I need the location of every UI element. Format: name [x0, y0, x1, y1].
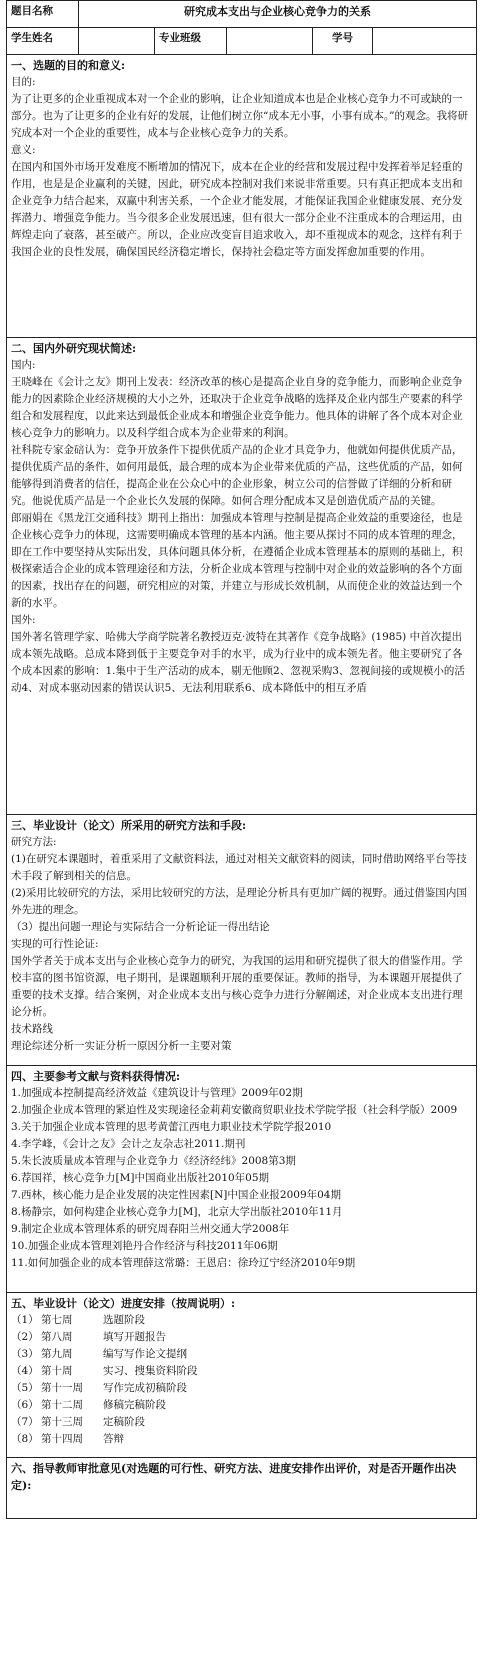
- reference-item: 11.如何加强企业的成本管理薛这常璐：王恩启：徐玲辽宁经济2010年9期: [11, 1257, 356, 1269]
- section-5-title: 五、毕业设计（论文）进度安排（按周说明）:: [11, 1297, 236, 1310]
- reference-item: 4.李学峰，《会计之友》会计之友杂志社2011.期刊: [11, 1138, 246, 1150]
- major-field[interactable]: [227, 28, 313, 55]
- student-label: 学生姓名: [7, 28, 79, 55]
- reference-item: 8.杨静宗，如何构建企业核心竞争力[M]，北京大学出版社2010年11月: [11, 1206, 343, 1218]
- section-6: [7, 1458, 477, 1519]
- topic-value: 研究成本支出与企业核心竞争力的关系: [79, 1, 477, 28]
- proposal-table: [6, 0, 477, 1519]
- schedule-week: 第八周: [41, 1331, 73, 1343]
- id-field[interactable]: [373, 28, 477, 55]
- route-label: 技术路线: [11, 1023, 53, 1035]
- schedule-num: （2）: [11, 1331, 39, 1343]
- schedule-row: [11, 1380, 472, 1397]
- foreign-paragraph: 国外著名管理学家、哈佛大学商学院著名教授迈克·波特在其著作《竞争战略》(1985) 中首次提出成本领先战略。总成本降到低于主要竞争对手的水平，成为行业中的成本领先者。他主要研究了各个成本因素的影响：1.集中于生产活动的成本，剔无他顾2、忽视采购3、忽视间接的或规模小的活动4、对成本驱动因素的错误认识5、无法利用联系6、成本降低中的相互矛盾: [11, 631, 465, 694]
- schedule-task: 答辩: [103, 1433, 124, 1445]
- meaning-text: 在国内和国外市场开发难度不断增加的情况下，成本在企业的经营和发展过程中发挥着举足轻重的作用，也是是企业赢利的关键，因此，研究成本控制对我们来说非常重要。只有真正把成本支出和企业竞争力结合起来，双赢中利害关系，一个企业才能发展，才能保证我国企业健康发展、充分发挥潜力、增强竞争能力。当今很多企业发展迅速，但有很大一部分企业不注重成本的合理运用，由辉煌走向了衰落，甚至破产。所以，企业应改变盲目追求收入，却不重视成本的观念，这样有利于我国企业的良性发展，确保国民经济稳定增长，保持社会稳定等方面发挥愈加重要的作用。: [11, 161, 463, 258]
- schedule-task: 选题阶段: [103, 1314, 145, 1326]
- schedule-task: 填写开题报告: [103, 1331, 166, 1343]
- method-label: 研究方法:: [11, 836, 57, 848]
- schedule-week: 第十三周: [41, 1416, 83, 1428]
- meaning-label: 意义:: [11, 144, 36, 156]
- schedule-week: 第十一周: [41, 1382, 83, 1394]
- schedule-num: （5）: [11, 1382, 39, 1394]
- proposal-form: [6, 0, 476, 1659]
- schedule-num: （3）: [11, 1348, 39, 1360]
- reference-item: 6.荐国祥，核心竞争力[M]中国商业出版社2010年05期: [11, 1172, 270, 1184]
- reference-item: 2.加强企业成本管理的紧迫性及实现途径金莉莉安徽商贸职业技术学院学报（社会科学版）2009: [11, 1104, 458, 1116]
- reference-item: 7.西林，核心能力是企业发展的决定性因素[N]中国企业报2009年04期: [11, 1189, 341, 1201]
- reference-item: 3.关于加强企业成本管理的思考黄蕾江西电力职业技术学院学报2010: [11, 1121, 332, 1133]
- schedule-task: 编写写作论文提纲: [103, 1348, 187, 1360]
- schedule-row: [11, 1329, 472, 1346]
- schedule-num: （7）: [11, 1416, 39, 1428]
- route-text: 理论综述分析一实证分析一原因分析一主要对策: [11, 1040, 232, 1052]
- schedule-row: [11, 1397, 472, 1414]
- domestic-paragraph-3: 郎丽娟在《黑龙江交通科技》期刊上指出：加强成本管理与控制是提高企业效益的重要途径，也是企业核心竞争力的体现，这需要明确成本管理的基本内涵。他主要从探讨不同的成本管理的理念，即在工作中要坚持从实际出发，具体问题具体分析，在遵循企业成本管理基本的原则的基础上，积极探索适合企业的成本管理途径和方法，分析企业成本管理与控制中对企业的效益影响的各个方面的因素，找出存在的问题，研究相应的对策，并建立与形成长效机制，从而使企业的效益达到一个新的水平。: [11, 512, 463, 609]
- section-1-title: 一、选题的目的和意义:: [11, 59, 126, 72]
- schedule-task: 写作完成初稿阶段: [103, 1382, 187, 1394]
- section-6-title: 六、指导教师审批意见(对选题的可行性、研究方法、进度安排作出评价，对是否开题作出决定):: [11, 1462, 457, 1492]
- major-label: 专业班级: [155, 28, 227, 55]
- advisor-opinion-area[interactable]: [11, 1494, 472, 1510]
- schedule-num: （4）: [11, 1365, 39, 1377]
- schedule-row: [11, 1414, 472, 1431]
- schedule-num: （1）: [11, 1314, 39, 1326]
- foreign-label: 国外:: [11, 614, 36, 626]
- section-3: [7, 815, 477, 1066]
- schedule-row: [11, 1363, 472, 1380]
- section-2: [7, 338, 477, 815]
- student-row: [7, 28, 477, 55]
- reference-item: 1.加强成本控制提高经济效益《建筑设计与管理》2009年02期: [11, 1087, 303, 1099]
- schedule-task: 实习、搜集资料阶段: [103, 1365, 198, 1377]
- domestic-paragraph-1: 王晓峰在《会计之友》期刊上发表：经济改革的核心是提高企业自身的竞争能力，而影响企业竞争能力的因素除企业经济规模的大小之外，还取决于企业竞争战略的选择及企业内部生产要素的科学组合和发展程度，以此来达到最低企业成本和增强企业竞争能力。他具体的讲解了各个成本对企业核心竞争力的影响力。以及科学组合成本为企业带来的利润。: [11, 376, 463, 439]
- section-3-title: 三、毕业设计（论文）所采用的研究方法和手段:: [11, 819, 247, 832]
- reference-item: 10.加强企业成本管理刘艳丹合作经济与科技2011年06期: [11, 1240, 278, 1252]
- schedule-num: （6）: [11, 1399, 39, 1411]
- feasibility-label: 实现的可行性论证:: [11, 938, 99, 950]
- purpose-text: 为了让更多的企业重视成本对一个企业的影响，让企业知道成本也是企业核心竞争力不可或缺的一部分。也为了让更多的企业有好的发展，让他们树立你“成本无小事，小事有成本。”的观念。我将研究成本对一个企业的重要性，成本与企业核心竞争力的关系。: [11, 93, 468, 139]
- schedule-row: [11, 1346, 472, 1363]
- purpose-label: 目的:: [11, 76, 36, 88]
- method-2: (2)采用比较研究的方法，采用比较研究的方法，是理论分析具有更加广阔的视野。通过借鉴国内国外先进的理念。: [11, 887, 467, 916]
- schedule-row: [11, 1312, 472, 1329]
- student-name-field[interactable]: [79, 28, 155, 55]
- schedule-task: 定稿阶段: [103, 1416, 145, 1428]
- section-4: [7, 1066, 477, 1293]
- method-3: （3）提出问题一理论与实际结合一分析论证一得出结论: [11, 921, 270, 933]
- section-2-title: 二、国内外研究现状简述:: [11, 342, 137, 355]
- domestic-paragraph-2: 社科院专家金碚认为：竞争开放条件下提供优质产品的企业才具竞争力，他就如何提供优质产品，提供优质产品的条件，如何用最低，最合理的成本为企业带来优质的产品，这些优质的产品，如何能够得到消费者的信任，提高企业在公众心中的企业形象，树立公司的信誉做了详细的分析和研究。他说优质产品是一个企业长久发展的保障。如何合理分配成本又是创造优质产品的关键。: [11, 444, 463, 507]
- reference-item: 9.制定企业成本管理体系的研究周春阳兰州交通大学2008年: [11, 1223, 290, 1235]
- topic-label: 题目名称: [7, 1, 79, 28]
- schedule-week: 第九周: [41, 1348, 73, 1360]
- section-5: [7, 1293, 477, 1458]
- schedule-task: 修稿完稿阶段: [103, 1399, 166, 1411]
- section-1: [7, 55, 477, 338]
- schedule-row: [11, 1431, 472, 1448]
- section-4-title: 四、主要参考文献与资料获得情况:: [11, 1070, 181, 1083]
- feasibility-text: 国外学者关于成本支出与企业核心竞争力的研究，为我国的运用和研究提供了很大的借鉴作用。学校丰富的图书馆资源，电子期刊，是课题顺利开展的重要保证。教师的指导，为本课题开展提供了重要的技术支撑。结合案例，对企业成本支出与核心竞争力进行分解阐述，对企业成本支出进行理论分析。: [11, 955, 463, 1018]
- id-label: 学号: [313, 28, 373, 55]
- schedule-week: 第七周: [41, 1314, 73, 1326]
- schedule-num: （8）: [11, 1433, 39, 1445]
- method-1: (1)在研究本课题时，着重采用了文献资料法，通过对相关文献资料的阅读，同时借助网络平台等技术手段了解到相关的信息。: [11, 853, 467, 882]
- domestic-label: 国内:: [11, 359, 36, 371]
- schedule-week: 第十二周: [41, 1399, 83, 1411]
- schedule-week: 第十周: [41, 1365, 73, 1377]
- topic-row: [7, 1, 477, 28]
- reference-item: 5.朱长波质量成本管理与企业竞争力《经济经纬》2008第3期: [11, 1155, 296, 1167]
- schedule-week: 第十四周: [41, 1433, 83, 1445]
